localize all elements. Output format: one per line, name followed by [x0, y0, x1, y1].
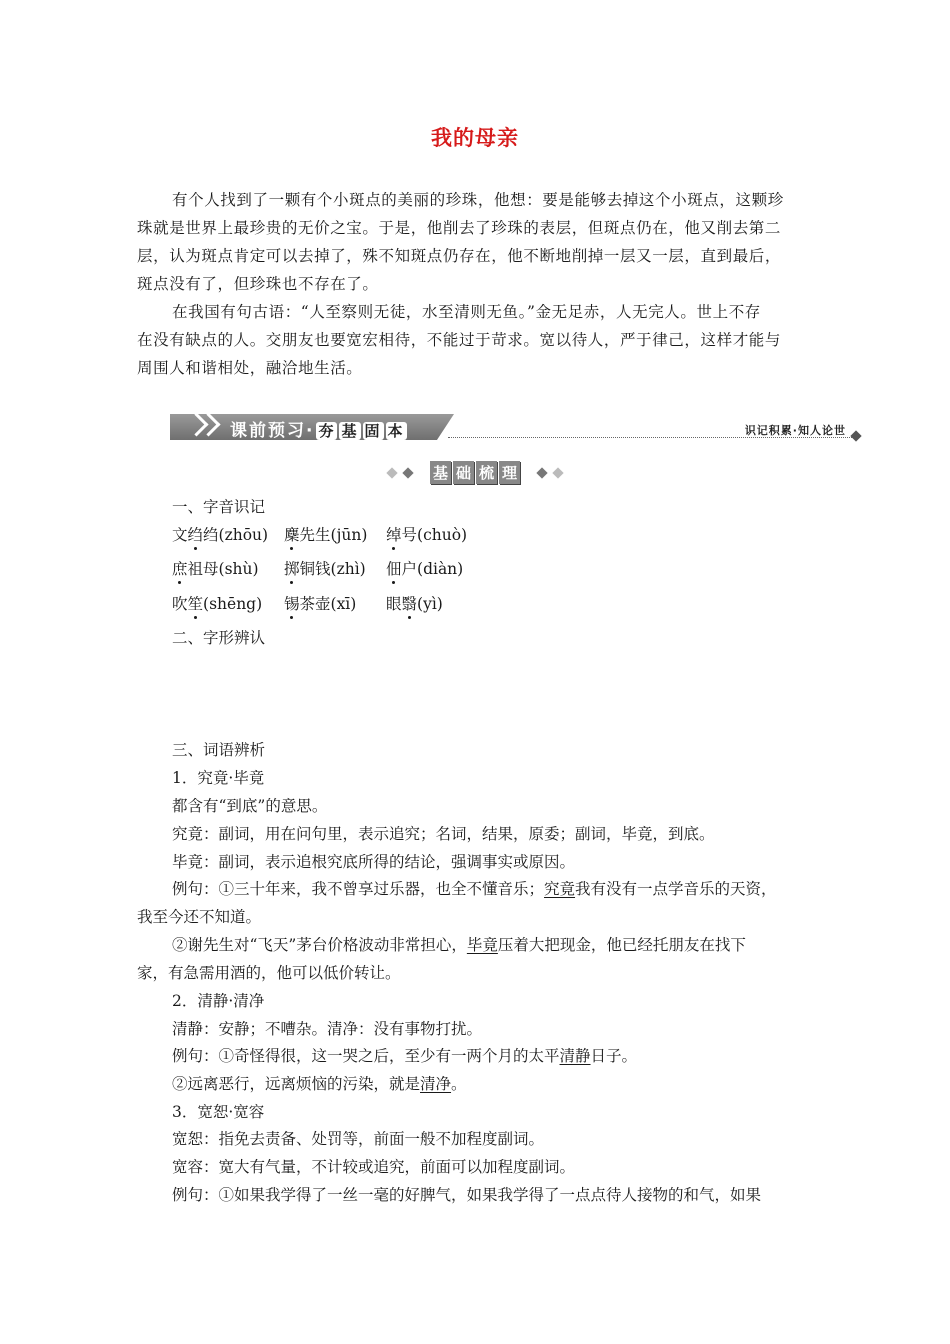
page-title: 我的母亲 — [431, 125, 519, 150]
diamond-icon — [536, 467, 547, 478]
example-sentence: ②远离恶行，远离烦恼的污染，就是清净。 — [172, 1075, 467, 1093]
pronunciation-item: 吹笙(shēng) — [172, 592, 284, 614]
pronunciation-item: 佃户(diàn) — [386, 560, 463, 578]
subheading-label — [429, 461, 521, 484]
item1-jiujing: 究竟：副词，用在问句里，表示追究；名词，结果，原委；副词，毕竟，到底。 — [172, 825, 715, 843]
intro-p2-line-3: 周围人和谐相处，融洽地生活。 — [137, 359, 363, 377]
underlined-word: 究竟 — [544, 880, 576, 898]
pronunciation-row — [172, 557, 463, 579]
pronunciation-item: 文绉绉(zhōu) — [172, 523, 284, 545]
subheading-char: 理 — [499, 461, 520, 484]
banner-box-char: 夯 — [318, 422, 336, 440]
example-sentence: 例句：①奇怪得很，这一哭之后，至少有一两个月的太平清静日子。 — [172, 1047, 638, 1065]
item3-title: 3．宽恕·宽容 — [172, 1103, 265, 1121]
item1-title: 1．究竟·毕竟 — [172, 769, 265, 787]
intro-p1-line-2: 珠就是世界上最珍贵的无价之宝。于是，他削去了珍珠的表层，但斑点仍在，他又削去第二 — [137, 219, 782, 237]
underlined-word: 毕竟 — [466, 936, 498, 954]
pronunciation-item: 眼翳(yì) — [386, 595, 443, 613]
example-sentence: ②谢先生对“飞天”茅台价格波动非常担心，毕竟压着大把现金，他已经托朋友在找下 — [172, 936, 746, 954]
diamond-icon — [402, 467, 413, 478]
underlined-word: 清净 — [420, 1075, 452, 1093]
example-sentence-cont: 我至今还不知道。 — [137, 908, 262, 926]
example-sentence-cont: 家，有急需用酒的，他可以低价转让。 — [137, 964, 401, 982]
pronunciation-item: 掷铜钱(zhì) — [284, 557, 386, 579]
banner-right-label: 识记积累·知人论世 — [744, 424, 846, 437]
underlined-word: 清静 — [559, 1047, 591, 1065]
diamond-icon — [850, 430, 861, 441]
section2-heading: 二、字形辨认 — [172, 629, 266, 647]
item3-kuanrong: 宽容：宽大有气量，不计较或追究，前面可以加程度副词。 — [172, 1158, 576, 1176]
banner-box-char: 基 — [341, 422, 359, 440]
banner-box-char: 固 — [364, 422, 382, 440]
subheading-char: 础 — [453, 461, 474, 484]
intro-p1-line-3: 层，认为斑点肯定可以去掉了，殊不知斑点仍存在，他不断地削掉一层又一层，直到最后， — [137, 247, 782, 265]
item1-common: 都含有“到底”的意思。 — [172, 797, 328, 815]
banner-label — [230, 416, 407, 441]
item2-title: 2．清静·清净 — [172, 992, 265, 1010]
subheading — [0, 461, 950, 484]
pronunciation-row — [172, 523, 467, 545]
pronunciation-item: 麇先生(jūn) — [284, 523, 386, 545]
section1-heading: 一、字音识记 — [172, 498, 266, 516]
subheading-char: 梳 — [476, 461, 497, 484]
banner-label-text: 课前预习· — [230, 421, 315, 441]
banner-box-char: 本 — [387, 422, 405, 440]
intro-p2-line-1: 在我国有句古语：“人至察则无徒，水至清则无鱼。”金无足赤，人无完人。世上不存 — [172, 303, 761, 321]
example-sentence: 例句：①三十年来，我不曾享过乐器，也全不懂音乐；究竟我有没有一点学音乐的天资， — [172, 880, 777, 898]
example-sentence: 例句：①如果我学得了一丝一毫的好脾气，如果我学得了一点点待人接物的和气，如果 — [172, 1186, 762, 1204]
item1-bijing: 毕竟：副词，表示追根究底所得的结论，强调事实或原因。 — [172, 853, 576, 871]
section-banner — [170, 414, 860, 444]
pronunciation-item: 庶祖母(shù) — [172, 557, 284, 579]
subheading-char: 基 — [430, 461, 451, 484]
diamond-icon — [386, 467, 397, 478]
item2-def: 清静：安静；不嘈杂。清净：没有事物打扰。 — [172, 1020, 483, 1038]
section3-heading: 三、词语辨析 — [172, 741, 266, 759]
pronunciation-item: 绰号(chuò) — [386, 526, 467, 544]
intro-p1-line-4: 斑点没有了，但珍珠也不存在了。 — [137, 275, 379, 293]
diamond-icon — [552, 467, 563, 478]
intro-p1-line-1: 有个人找到了一颗有个小斑点的美丽的珍珠，他想：要是能够去掉这个小斑点，这颗珍 — [172, 191, 784, 209]
pronunciation-row — [172, 592, 443, 614]
intro-p2-line-2: 在没有缺点的人。交朋友也要宽宏相待，不能过于苛求。宽以待人，严于律己，这样才能与 — [137, 331, 782, 349]
item3-kuanshu: 宽恕：指免去责备、处罚等，前面一般不加程度副词。 — [172, 1130, 545, 1148]
pronunciation-item: 锡茶壶(xī) — [284, 592, 386, 614]
